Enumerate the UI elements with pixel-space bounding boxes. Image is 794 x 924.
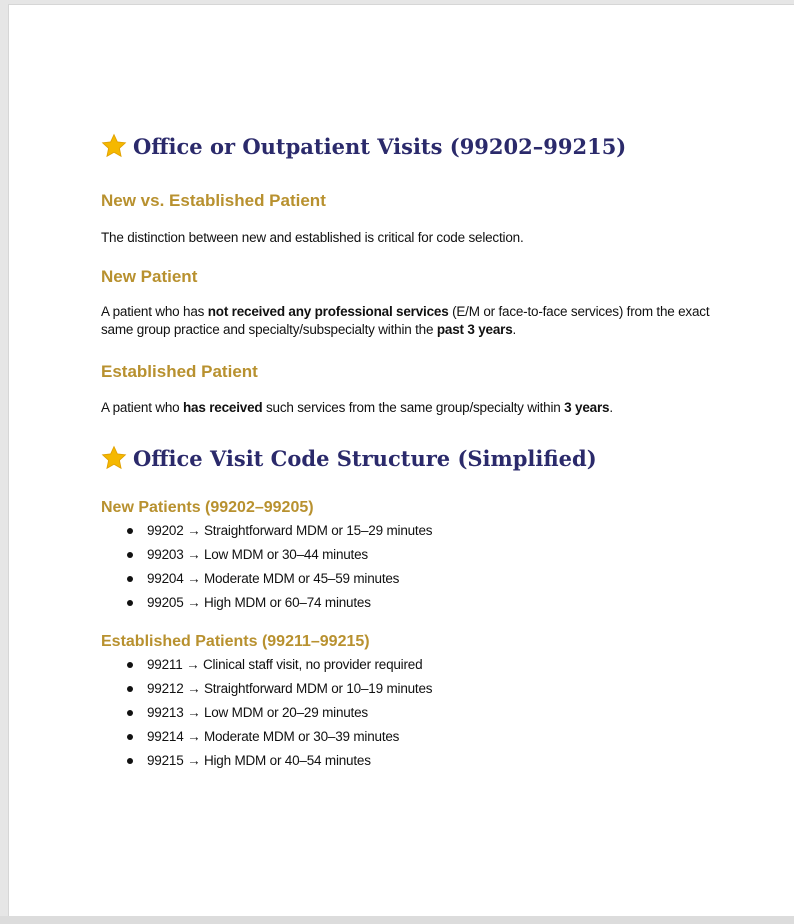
paragraph-established-patient: A patient who has received such services from the same group/specialty within 3 years. <box>101 400 613 415</box>
heading-new-patient: New Patient <box>101 267 198 286</box>
star-icon <box>101 445 127 471</box>
list-item: 99213 → Low MDM or 20–29 minutes <box>101 701 432 725</box>
section-title-code-structure <box>101 445 597 471</box>
section-title-office-visits <box>101 133 626 159</box>
section-title-text: Office or Outpatient Visits (99202–99215) <box>133 134 627 159</box>
document-page <box>8 4 794 917</box>
heading-established-patients-codes: Established Patients (99211–99215) <box>101 633 370 650</box>
star-icon <box>101 133 127 159</box>
list-item: 99215 → High MDM or 40–54 minutes <box>101 749 432 773</box>
list-item: 99203 → Low MDM or 30–44 minutes <box>101 543 432 567</box>
list-item: 99205 → High MDM or 60–74 minutes <box>101 591 432 615</box>
section-title-text: Office Visit Code Structure (Simplified) <box>133 446 597 471</box>
heading-new-vs-established: New vs. Established Patient <box>101 191 326 210</box>
list-item: 99212 → Straightforward MDM or 10–19 minutes <box>101 677 432 701</box>
paragraph-new-patient: A patient who has not received any professional services (E/M or face-to-face services) from the exact same group practice and specialty/subspecialty within the past 3 years. <box>101 304 710 337</box>
list-item: 99204 → Moderate MDM or 45–59 minutes <box>101 567 432 591</box>
list-item: 99202 → Straightforward MDM or 15–29 minutes <box>101 519 432 543</box>
paragraph-distinction: The distinction between new and established is critical for code selection. <box>101 230 524 245</box>
heading-established-patient: Established Patient <box>101 362 258 381</box>
established-patients-code-list <box>101 653 432 773</box>
list-item: 99211 → Clinical staff visit, no provider required <box>101 653 432 677</box>
heading-new-patients-codes: New Patients (99202–99205) <box>101 499 314 516</box>
new-patients-code-list <box>101 519 432 615</box>
list-item: 99214 → Moderate MDM or 30–39 minutes <box>101 725 432 749</box>
bottom-scroll-area <box>0 916 794 924</box>
